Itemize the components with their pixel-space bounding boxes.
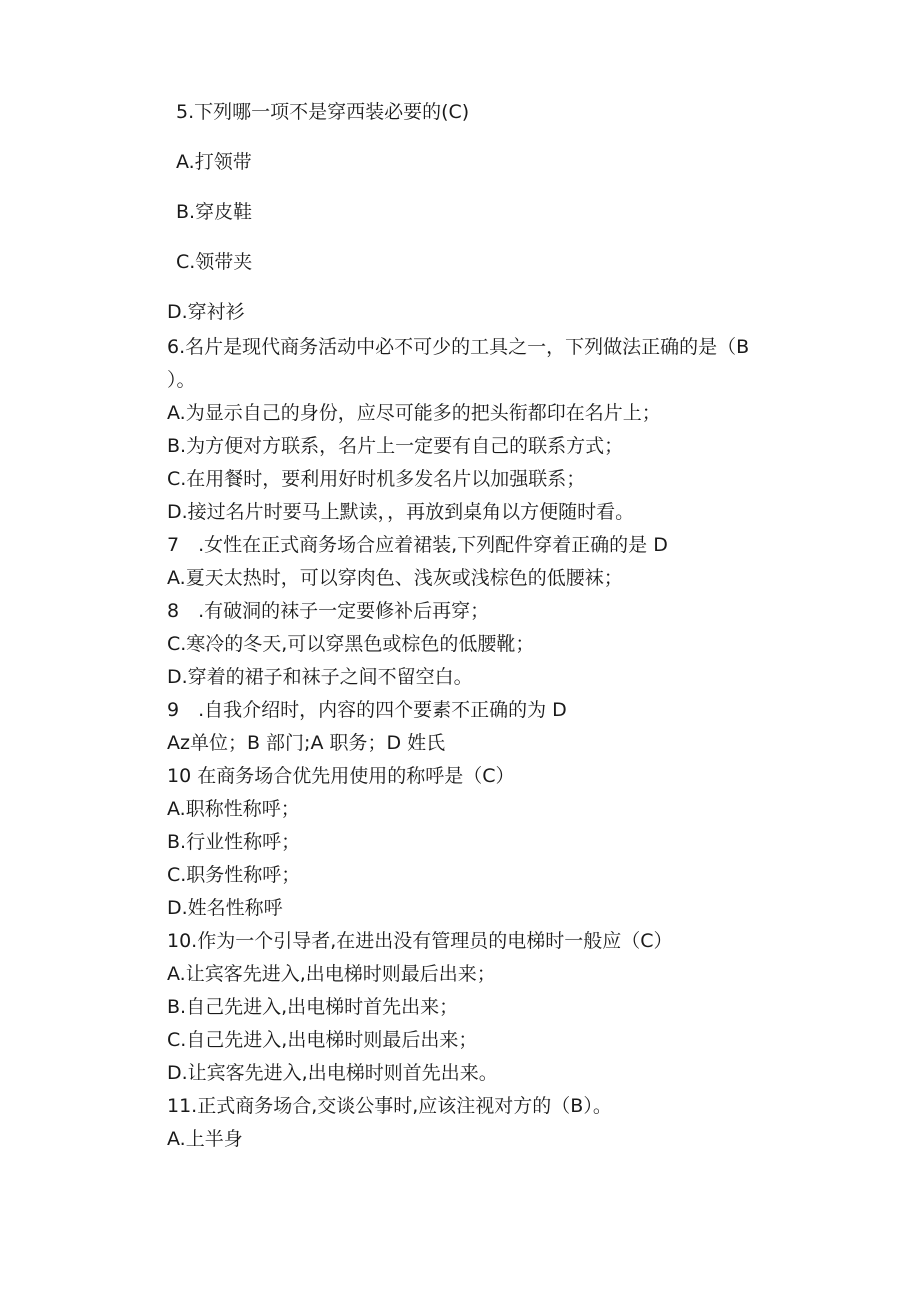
question-10a-option-c: C.职务性称呼； bbox=[167, 864, 301, 886]
question-7-option-c: C.寒冷的冬天,可以穿黑色或棕色的低腰靴； bbox=[167, 633, 535, 655]
question-10b-option-b: B.自己先进入,出电梯时首先出来； bbox=[167, 996, 459, 1018]
question-6-option-b: B.为方便对方联系，名片上一定要有自己的联系方式； bbox=[167, 435, 624, 457]
question-10b-option-a: A.让宾客先进入,出电梯时则最后出来； bbox=[167, 963, 496, 985]
question-6-stem: 6.名片是现代商务活动中必不可少的工具之一，下列做法正确的是（B bbox=[167, 336, 750, 358]
question-6-option-d: D.接过名片时要马上默读，，再放到桌角以方便随时看。 bbox=[167, 501, 635, 523]
question-7-option-b: 8 .有破洞的袜子一定要修补后再穿； bbox=[167, 600, 490, 622]
question-6-option-c: C.在用餐时，要利用好时机多发名片以加强联系； bbox=[167, 468, 586, 490]
question-11-option-a: A.上半身 bbox=[167, 1128, 243, 1150]
question-5-option-c: C.领带夹 bbox=[176, 251, 253, 273]
question-10a-option-d: D.姓名性称呼 bbox=[167, 897, 283, 919]
question-10b-option-d: D.让宾客先进入,出电梯时则首先出来。 bbox=[167, 1062, 498, 1084]
question-7-option-d: D.穿着的裙子和袜子之间不留空白。 bbox=[167, 666, 473, 688]
question-7-stem: 7 .女性在正式商务场合应着裙装,下列配件穿着正确的是 D bbox=[167, 534, 668, 556]
question-7-option-a: A.夏天太热时，可以穿肉色、浅灰或浅棕色的低腰袜； bbox=[167, 567, 623, 589]
question-10a-option-b: B.行业性称呼； bbox=[167, 831, 301, 853]
question-5-option-b: B.穿皮鞋 bbox=[176, 201, 253, 223]
question-6-stem-continued: ）。 bbox=[167, 369, 196, 391]
question-9-stem: 9 .自我介绍时，内容的四个要素不正确的为 D bbox=[167, 699, 567, 721]
question-10a-stem: 10 在商务场合优先用使用的称呼是（C） bbox=[167, 765, 515, 787]
question-9-options: Az单位；B 部门;A 职务；D 姓氏 bbox=[167, 732, 446, 754]
question-10b-stem: 10.作为一个引导者,在进出没有管理员的电梯时一般应（C） bbox=[167, 930, 673, 952]
question-6-option-a: A.为显示自己的身份，应尽可能多的把头衔都印在名片上； bbox=[167, 402, 661, 424]
question-5-option-d: D.穿衬衫 bbox=[167, 301, 245, 323]
question-10a-option-a: A.职称性称呼； bbox=[167, 798, 300, 820]
question-11-stem: 11.正式商务场合,交谈公事时,应该注视对方的（B）。 bbox=[167, 1095, 612, 1117]
question-10b-option-c: C.自己先进入,出电梯时则最后出来； bbox=[167, 1029, 478, 1051]
question-5-stem: 5.下列哪一项不是穿西装必要的(C) bbox=[176, 101, 470, 123]
question-5-option-a: A.打领带 bbox=[176, 151, 252, 173]
